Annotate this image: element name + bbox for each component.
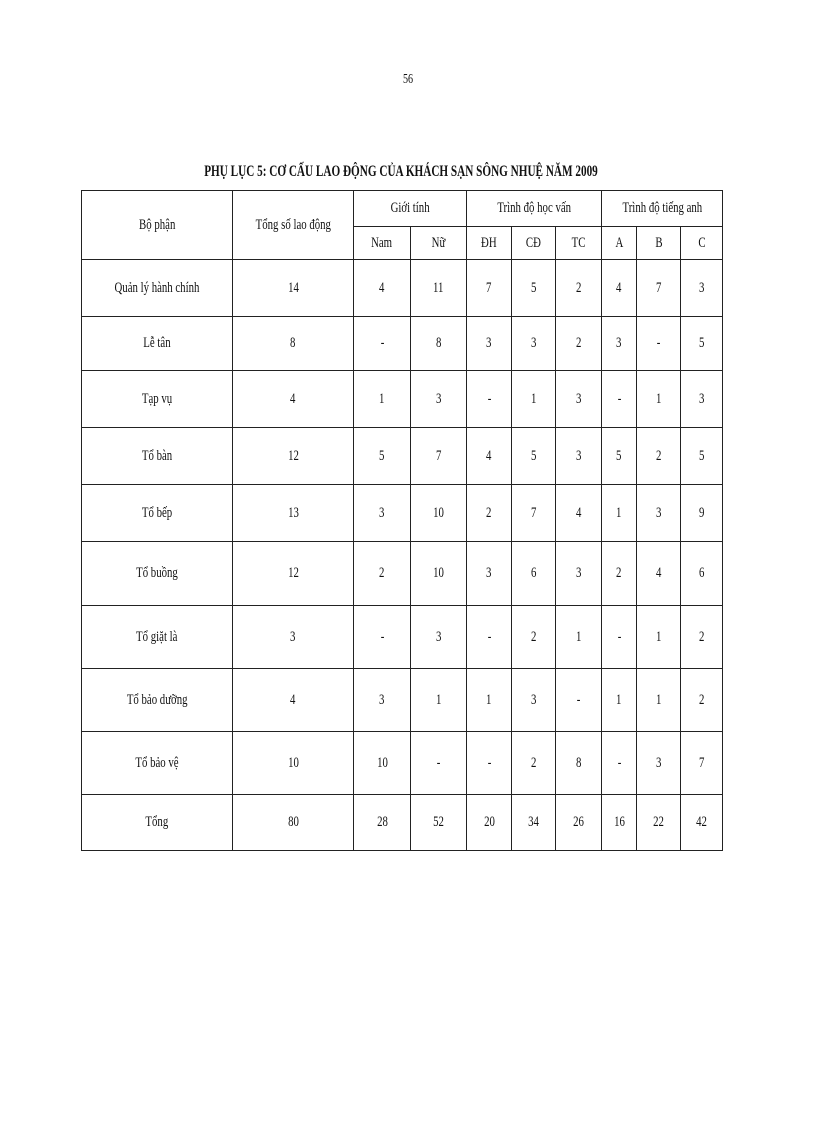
value-cell: 7 bbox=[411, 428, 467, 485]
value-cell: 8 bbox=[556, 732, 602, 795]
value-cell: 3 bbox=[411, 371, 467, 428]
total-cell: 14 bbox=[233, 260, 354, 317]
value-cell: 5 bbox=[354, 428, 411, 485]
value-cell: - bbox=[556, 669, 602, 732]
value-cell: 2 bbox=[556, 317, 602, 371]
value-cell: 3 bbox=[681, 371, 723, 428]
value-cell: 52 bbox=[411, 795, 467, 851]
staff-structure-table bbox=[81, 190, 723, 851]
value-cell: 6 bbox=[681, 542, 723, 606]
department-cell: Tổ bảo dưỡng bbox=[82, 669, 233, 732]
value-cell: - bbox=[602, 371, 637, 428]
value-cell: 34 bbox=[512, 795, 556, 851]
value-cell: 3 bbox=[354, 669, 411, 732]
value-cell: 3 bbox=[602, 317, 637, 371]
table-row bbox=[82, 606, 723, 669]
value-cell: 4 bbox=[354, 260, 411, 317]
table-row bbox=[82, 732, 723, 795]
value-cell: 3 bbox=[637, 732, 681, 795]
value-cell: 1 bbox=[637, 606, 681, 669]
header-sub: Nữ bbox=[411, 227, 467, 260]
value-cell: 1 bbox=[637, 669, 681, 732]
value-cell: 1 bbox=[637, 371, 681, 428]
value-cell: 1 bbox=[354, 371, 411, 428]
value-cell: 3 bbox=[467, 317, 512, 371]
value-cell: 3 bbox=[411, 606, 467, 669]
value-cell: 10 bbox=[411, 485, 467, 542]
value-cell: 7 bbox=[637, 260, 681, 317]
value-cell: 1 bbox=[411, 669, 467, 732]
value-cell: 1 bbox=[556, 606, 602, 669]
value-cell: 20 bbox=[467, 795, 512, 851]
value-cell: - bbox=[637, 317, 681, 371]
department-cell: Tổ bảo vệ bbox=[82, 732, 233, 795]
value-cell: 4 bbox=[637, 542, 681, 606]
header-row-top bbox=[82, 191, 723, 227]
value-cell: 7 bbox=[681, 732, 723, 795]
value-cell: 2 bbox=[681, 669, 723, 732]
department-cell: Lễ tân bbox=[82, 317, 233, 371]
total-cell: 3 bbox=[233, 606, 354, 669]
value-cell: 3 bbox=[512, 669, 556, 732]
department-cell: Tổ bếp bbox=[82, 485, 233, 542]
table-row bbox=[82, 542, 723, 606]
value-cell: - bbox=[354, 317, 411, 371]
value-cell: 1 bbox=[467, 669, 512, 732]
value-cell: - bbox=[354, 606, 411, 669]
value-cell: - bbox=[467, 371, 512, 428]
header-sub: ĐH bbox=[467, 227, 512, 260]
value-cell: 1 bbox=[602, 669, 637, 732]
department-cell: Tạp vụ bbox=[82, 371, 233, 428]
value-cell: 4 bbox=[467, 428, 512, 485]
table-row bbox=[82, 485, 723, 542]
value-cell: 10 bbox=[411, 542, 467, 606]
header-sub: A bbox=[602, 227, 637, 260]
value-cell: 5 bbox=[681, 317, 723, 371]
value-cell: 2 bbox=[512, 732, 556, 795]
value-cell: 3 bbox=[556, 428, 602, 485]
value-cell: 3 bbox=[556, 371, 602, 428]
value-cell: 42 bbox=[681, 795, 723, 851]
total-cell: 4 bbox=[233, 669, 354, 732]
total-cell: 10 bbox=[233, 732, 354, 795]
value-cell: - bbox=[467, 732, 512, 795]
value-cell: 3 bbox=[467, 542, 512, 606]
value-cell: 2 bbox=[512, 606, 556, 669]
department-cell: Tổ bàn bbox=[82, 428, 233, 485]
total-cell: 4 bbox=[233, 371, 354, 428]
value-cell: 7 bbox=[512, 485, 556, 542]
value-cell: 5 bbox=[681, 428, 723, 485]
total-cell: 80 bbox=[233, 795, 354, 851]
table-row bbox=[82, 428, 723, 485]
department-cell: Tổ giặt là bbox=[82, 606, 233, 669]
value-cell: 22 bbox=[637, 795, 681, 851]
value-cell: 3 bbox=[681, 260, 723, 317]
value-cell: 26 bbox=[556, 795, 602, 851]
value-cell: 7 bbox=[467, 260, 512, 317]
header-sub: C bbox=[681, 227, 723, 260]
value-cell: 2 bbox=[681, 606, 723, 669]
header-sub: TC bbox=[556, 227, 602, 260]
department-cell: Quản lý hành chính bbox=[82, 260, 233, 317]
value-cell: 11 bbox=[411, 260, 467, 317]
value-cell: 8 bbox=[411, 317, 467, 371]
table-row bbox=[82, 317, 723, 371]
value-cell: 5 bbox=[512, 428, 556, 485]
total-cell: 12 bbox=[233, 428, 354, 485]
header-sub: Nam bbox=[354, 227, 411, 260]
total-cell: 13 bbox=[233, 485, 354, 542]
value-cell: 28 bbox=[354, 795, 411, 851]
total-cell: 12 bbox=[233, 542, 354, 606]
value-cell: 2 bbox=[602, 542, 637, 606]
table-row bbox=[82, 260, 723, 317]
header-department: Bộ phận bbox=[82, 191, 233, 260]
value-cell: 2 bbox=[467, 485, 512, 542]
value-cell: 10 bbox=[354, 732, 411, 795]
value-cell: 2 bbox=[556, 260, 602, 317]
value-cell: 1 bbox=[602, 485, 637, 542]
value-cell: - bbox=[467, 606, 512, 669]
value-cell: 2 bbox=[354, 542, 411, 606]
table-row bbox=[82, 669, 723, 732]
table-title: PHỤ LỤC 5: CƠ CẤU LAO ĐỘNG CỦA KHÁCH SẠN SÔNG NHUỆ NĂM 2009 bbox=[204, 163, 598, 180]
value-cell: 4 bbox=[556, 485, 602, 542]
value-cell: 9 bbox=[681, 485, 723, 542]
value-cell: - bbox=[602, 732, 637, 795]
value-cell: - bbox=[411, 732, 467, 795]
value-cell: - bbox=[602, 606, 637, 669]
value-cell: 3 bbox=[556, 542, 602, 606]
value-cell: 5 bbox=[512, 260, 556, 317]
table-body bbox=[82, 260, 723, 851]
header-english: Trình độ tiếng anh bbox=[602, 191, 723, 227]
department-cell: Tổ buồng bbox=[82, 542, 233, 606]
value-cell: 3 bbox=[512, 317, 556, 371]
value-cell: 3 bbox=[354, 485, 411, 542]
value-cell: 5 bbox=[602, 428, 637, 485]
value-cell: 1 bbox=[512, 371, 556, 428]
header-sub: CĐ bbox=[512, 227, 556, 260]
total-row bbox=[82, 795, 723, 851]
header-education: Trình độ học vấn bbox=[467, 191, 602, 227]
value-cell: 6 bbox=[512, 542, 556, 606]
value-cell: 2 bbox=[637, 428, 681, 485]
total-cell: 8 bbox=[233, 317, 354, 371]
header-gender: Giới tính bbox=[354, 191, 467, 227]
value-cell: 3 bbox=[637, 485, 681, 542]
page-number: 56 bbox=[402, 72, 414, 87]
value-cell: 4 bbox=[602, 260, 637, 317]
header-sub: B bbox=[637, 227, 681, 260]
header-total: Tổng số lao động bbox=[233, 191, 354, 260]
table-row bbox=[82, 371, 723, 428]
value-cell: 16 bbox=[602, 795, 637, 851]
department-cell: Tổng bbox=[82, 795, 233, 851]
